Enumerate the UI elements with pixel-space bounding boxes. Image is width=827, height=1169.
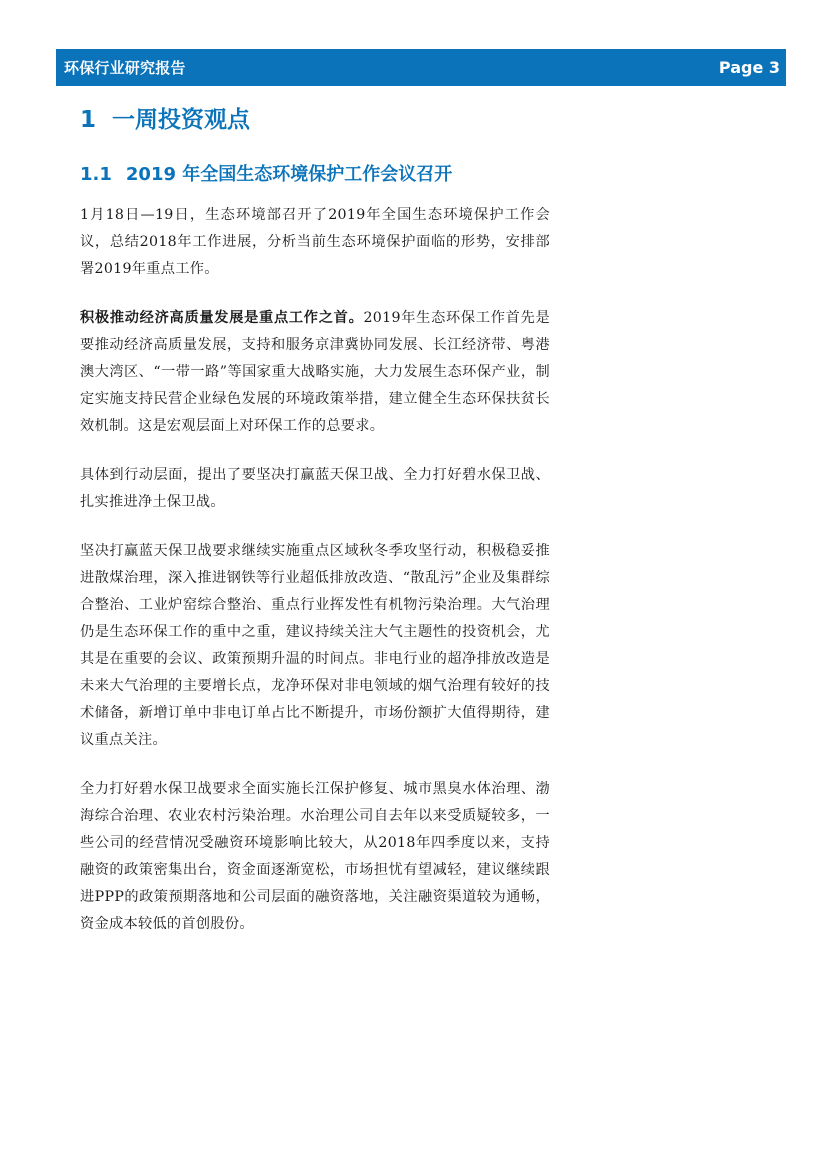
subsection-number: 1.1 xyxy=(80,164,112,185)
body-text xyxy=(80,202,550,960)
paragraph-text: 全力打好碧水保卫战要求全面实施长江保护修复、城市黑臭水体治理、渤海综合治理、农业农村污染治理。水治理公司自去年以来受质疑较多，一些公司的经营情况受融资环境影响比较大，从2018年四季度以来，支持融资的政策密集出台，资金面逐渐宽松，市场担忧有望减轻，建议继续跟进PPP的政策预期落地和公司层面的融资落地，关注融资渠道较为通畅，资金成本较低的首创股份。 xyxy=(80,781,550,932)
page-number: Page 3 xyxy=(718,58,780,77)
paragraph-text: 2019年生态环保工作首先是要推动经济高质量发展，支持和服务京津冀协同发展、长江经济带、粤港澳大湾区、“一带一路”等国家重大战略实施，大力发展生态环保产业，制定实施支持民营企业绿色发展的环境政策举措，建立健全生态环保扶贫长效机制。这是宏观层面上对环保工作的总要求。 xyxy=(80,310,550,434)
section-heading xyxy=(80,101,250,134)
paragraph xyxy=(80,776,550,938)
paragraph-text: 坚决打赢蓝天保卫战要求继续实施重点区域秋冬季攻坚行动，积极稳妥推进散煤治理，深入推进钢铁等行业超低排放改造、“散乱污”企业及集群综合整治、工业炉窑综合整治、重点行业挥发性有机物污染治理。大气治理仍是生态环保工作的重中之重，建议持续关注大气主题性的投资机会，尤其是在重要的会议、政策预期升温的时间点。非电行业的超净排放改造是未来大气治理的主要增长点，龙净环保对非电领域的烟气治理有较好的技术储备，新增订单中非电订单占比不断提升，市场份额扩大值得期待，建议重点关注。 xyxy=(80,543,550,748)
subsection-heading xyxy=(80,160,452,186)
paragraph-text: 具体到行动层面，提出了要坚决打赢蓝天保卫战、全力打好碧水保卫战、扎实推进净土保卫战。 xyxy=(80,467,550,510)
paragraph-lead: 积极推动经济高质量发展是重点工作之首。 xyxy=(80,310,364,326)
paragraph xyxy=(80,462,550,516)
paragraph-text: 1月18日—19日，生态环境部召开了2019年全国生态环境保护工作会议，总结2018年工作进展，分析当前生态环境保护面临的形势，安排部署2019年重点工作。 xyxy=(80,207,550,277)
paragraph xyxy=(80,202,550,283)
report-title: 环保行业研究报告 xyxy=(64,59,186,77)
section-number: 1 xyxy=(80,107,97,133)
subsection-title: 2019 年全国生态环境保护工作会议召开 xyxy=(125,164,453,185)
report-header-bar xyxy=(56,49,786,86)
section-title: 一周投资观点 xyxy=(112,107,251,133)
paragraph xyxy=(80,538,550,754)
paragraph xyxy=(80,305,550,440)
